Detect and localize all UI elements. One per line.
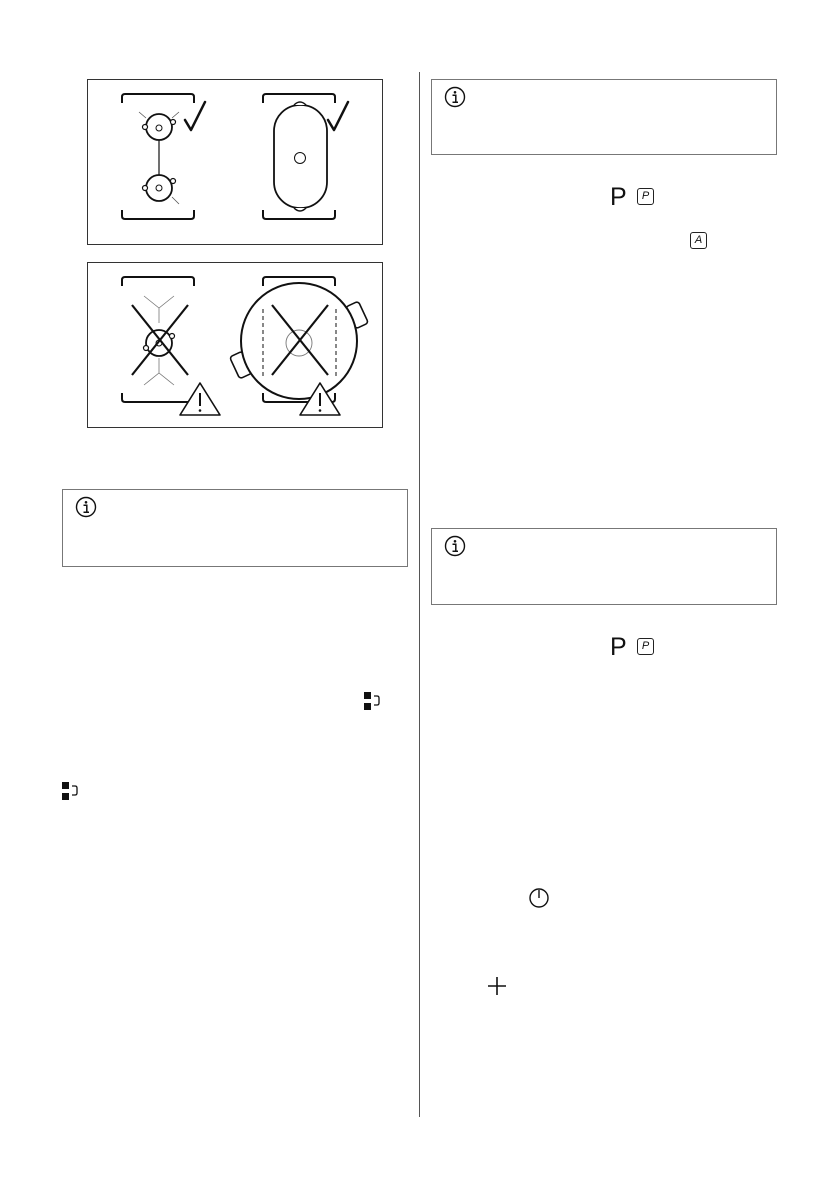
info-note-3 [431,528,777,605]
check-icon [328,102,348,130]
column-divider [419,72,420,1117]
plus-icon [486,975,508,997]
bridge-icon [363,691,381,713]
info-note-1 [62,489,408,567]
clock-icon [528,887,550,909]
incorrect-placement-drawing [88,263,382,427]
figure-correct-placement [87,79,383,245]
correct-placement-drawing [88,80,382,244]
power-boost-letter-2: P [610,633,627,661]
power-boost-key: P [637,188,654,205]
info-note-2 [431,79,777,155]
cross-icon [132,305,188,375]
bridge-icon [61,781,79,803]
power-boost-letter: P [610,183,627,211]
check-icon [185,102,205,130]
auto-key: A [690,232,707,249]
info-icon [444,86,466,108]
figure-incorrect-placement [87,262,383,428]
info-icon [444,535,466,557]
warning-icon [180,383,220,415]
info-icon [75,496,97,518]
power-boost-key-2: P [637,638,654,655]
